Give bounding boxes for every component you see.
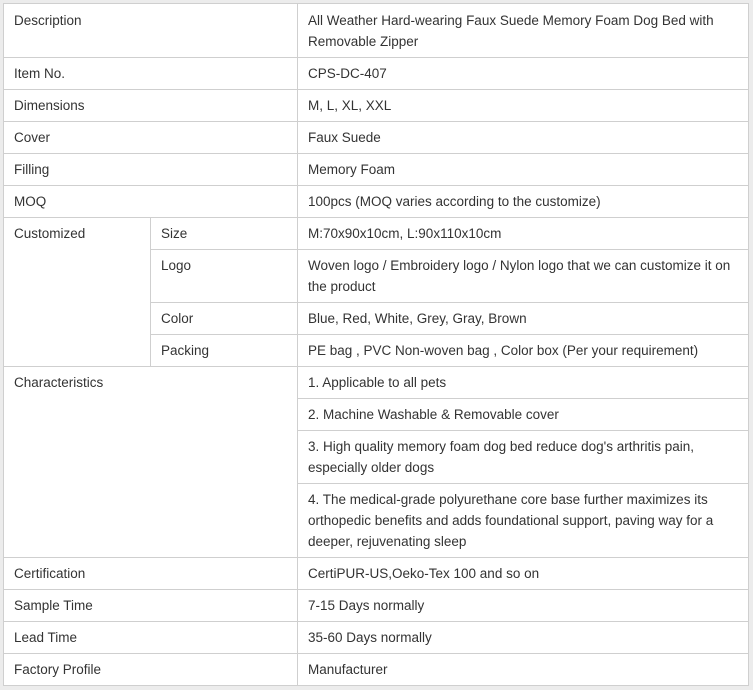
label-characteristics: Characteristics — [4, 367, 298, 558]
table-row-characteristic-1 — [4, 367, 749, 399]
value-certification: CertiPUR-US,Oeko-Tex 100 and so on — [298, 558, 749, 590]
label-size: Size — [151, 218, 298, 250]
table-row-factory-profile — [4, 654, 749, 686]
label-filling: Filling — [4, 154, 298, 186]
label-moq: MOQ — [4, 186, 298, 218]
value-packing: PE bag , PVC Non-woven bag , Color box (Per your requirement) — [298, 335, 749, 367]
table-row-sample-time — [4, 590, 749, 622]
label-cover: Cover — [4, 122, 298, 154]
label-color: Color — [151, 303, 298, 335]
value-factory-profile: Manufacturer — [298, 654, 749, 686]
label-dimensions: Dimensions — [4, 90, 298, 122]
label-factory-profile: Factory Profile — [4, 654, 298, 686]
label-certification: Certification — [4, 558, 298, 590]
value-item-no: CPS-DC-407 — [298, 58, 749, 90]
value-logo: Woven logo / Embroidery logo / Nylon logo that we can customize it on the product — [298, 250, 749, 303]
value-description: All Weather Hard-wearing Faux Suede Memory Foam Dog Bed with Removable Zipper — [298, 4, 749, 58]
value-size: M:70x90x10cm, L:90x110x10cm — [298, 218, 749, 250]
characteristic-item: 2. Machine Washable & Removable cover — [298, 399, 749, 431]
characteristic-item: 1. Applicable to all pets — [298, 367, 749, 399]
characteristic-item: 3. High quality memory foam dog bed reduce dog's arthritis pain, especially older dogs — [298, 431, 749, 484]
product-spec-table — [3, 3, 749, 686]
label-lead-time: Lead Time — [4, 622, 298, 654]
value-moq: 100pcs (MOQ varies according to the customize) — [298, 186, 749, 218]
value-cover: Faux Suede — [298, 122, 749, 154]
table-row-filling — [4, 154, 749, 186]
table-row-certification — [4, 558, 749, 590]
characteristic-item: 4. The medical-grade polyurethane core base further maximizes its orthopedic benefits and adds foundational support, paving way for a deeper, rejuvenating sleep — [298, 484, 749, 558]
table-row-item-no — [4, 58, 749, 90]
table-row-cover — [4, 122, 749, 154]
table-row-description — [4, 4, 749, 58]
label-packing: Packing — [151, 335, 298, 367]
value-filling: Memory Foam — [298, 154, 749, 186]
value-sample-time: 7-15 Days normally — [298, 590, 749, 622]
table-row-lead-time — [4, 622, 749, 654]
value-dimensions: M, L, XL, XXL — [298, 90, 749, 122]
value-lead-time: 35-60 Days normally — [298, 622, 749, 654]
label-sample-time: Sample Time — [4, 590, 298, 622]
label-item-no: Item No. — [4, 58, 298, 90]
table-row-size — [4, 218, 749, 250]
value-color: Blue, Red, White, Grey, Gray, Brown — [298, 303, 749, 335]
table-row-dimensions — [4, 90, 749, 122]
label-logo: Logo — [151, 250, 298, 303]
label-description: Description — [4, 4, 298, 58]
label-customized: Customized — [4, 218, 151, 367]
table-row-moq — [4, 186, 749, 218]
